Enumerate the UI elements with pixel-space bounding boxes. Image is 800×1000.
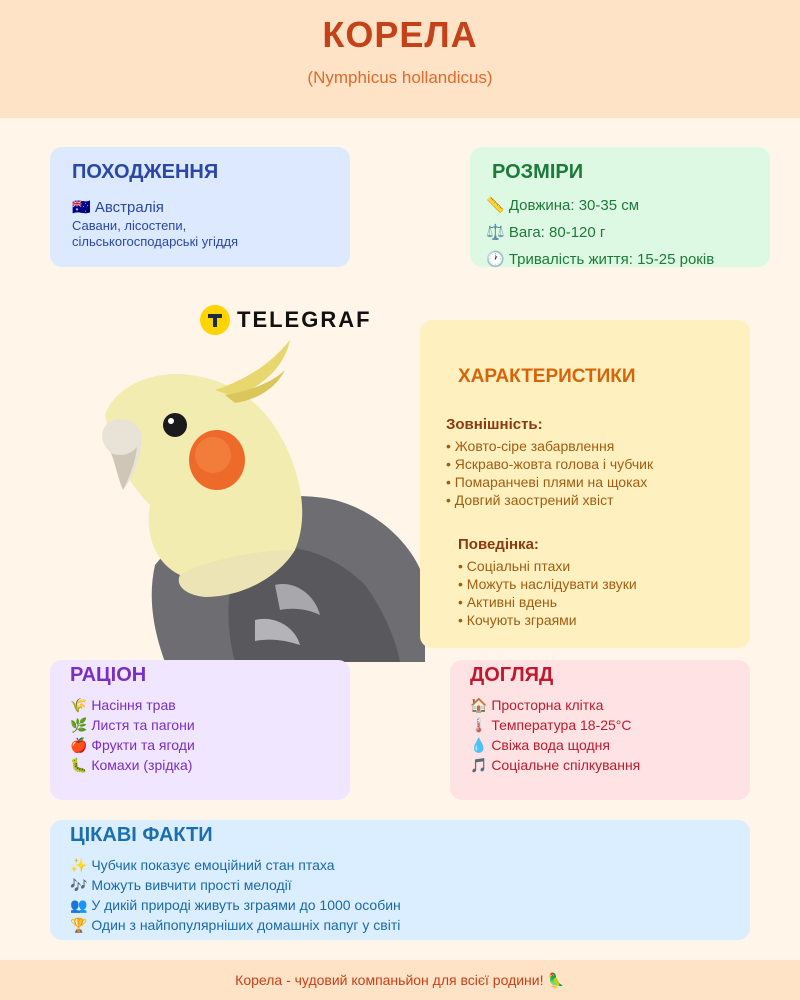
- appearance-item: • Довгий заострений хвіст: [446, 492, 614, 508]
- page-title: КОРЕЛА: [322, 14, 478, 55]
- appearance-item: • Яскраво-жовта голова і чубчик: [446, 456, 654, 472]
- diet-item: 🌿 Листя та пагони: [70, 717, 195, 733]
- origin-title: ПОХОДЖЕННЯ: [72, 161, 219, 183]
- appearance-section: [446, 416, 653, 509]
- facts-list: [70, 855, 730, 935]
- diet-item: 🐛 Комахи (зрідка): [70, 757, 193, 773]
- care-list: [470, 695, 730, 775]
- behavior-item: • Можуть наслідувати звуки: [458, 576, 637, 592]
- behavior-item: • Кочують зграями: [458, 612, 577, 628]
- origin-habitat: Савани, лісостепи, сільськогосподарські угіддя: [72, 218, 239, 249]
- diet-list: [70, 695, 330, 775]
- fact-item: 🏆 Один з найпопулярніших домашніх папуг у світі: [70, 917, 401, 933]
- appearance-item: • Жовто-сіре забарвлення: [446, 438, 615, 454]
- behavior-list: [458, 557, 637, 629]
- characteristics-card: [420, 320, 750, 648]
- care-card: [450, 660, 750, 800]
- behavior-item: • Активні вдень: [458, 594, 558, 610]
- diet-card: [50, 660, 350, 800]
- appearance-item: • Помаранчеві плями на щоках: [446, 474, 648, 490]
- appearance-list: [446, 437, 653, 509]
- diet-title: РАЦІОН: [70, 664, 147, 686]
- telegraf-logo: [200, 303, 372, 337]
- characteristics-title: ХАРАКТЕРИСТИКИ: [458, 366, 636, 387]
- sizes-list: [486, 192, 748, 273]
- telegraf-logo-icon: [200, 305, 230, 335]
- latin-name: (Nymphicus hollandicus): [307, 68, 493, 87]
- care-item: 🌡️ Температура 18-25°C: [470, 717, 632, 733]
- behavior-item: • Соціальні птахи: [458, 558, 571, 574]
- fact-item: 🎶 Можуть вивчити прості мелодії: [70, 877, 292, 893]
- fact-item: 👥 У дикій природі живуть зграями до 1000 особин: [70, 897, 401, 913]
- telegraf-logo-text: TELEGRAF: [237, 307, 372, 332]
- care-item: 🎵 Соціальне спілкування: [470, 757, 641, 773]
- diet-item: 🍎 Фрукти та ягоди: [70, 737, 195, 753]
- behavior-section: [458, 536, 637, 629]
- cockatiel-image: [95, 335, 425, 662]
- page-header: [0, 0, 800, 118]
- origin-card: [50, 147, 350, 267]
- care-item: 💧 Свіжа вода щодня: [470, 737, 610, 753]
- size-length: 📏 Довжина: 30-35 см: [486, 197, 640, 214]
- fact-item: ✨ Чубчик показує емоційний стан птаха: [70, 857, 335, 873]
- size-lifespan: 🕐 Тривалість життя: 15-25 років: [486, 251, 715, 268]
- size-weight: ⚖️ Вага: 80-120 г: [486, 224, 606, 241]
- diet-item: 🌾 Насіння трав: [70, 697, 176, 713]
- page-footer: Корела - чудовий компаньйон для всієї родини! 🦜: [0, 960, 800, 1000]
- behavior-title: Поведінка:: [458, 536, 539, 553]
- sizes-card: [470, 147, 770, 267]
- appearance-title: Зовнішність:: [446, 416, 543, 433]
- sizes-title: РОЗМІРИ: [492, 161, 584, 183]
- origin-country: 🇦🇺 Австралія: [72, 199, 164, 216]
- facts-title: ЦІКАВІ ФАКТИ: [70, 824, 213, 846]
- care-title: ДОГЛЯД: [470, 664, 554, 686]
- care-item: 🏠 Просторна клітка: [470, 697, 604, 713]
- facts-card: [50, 820, 750, 940]
